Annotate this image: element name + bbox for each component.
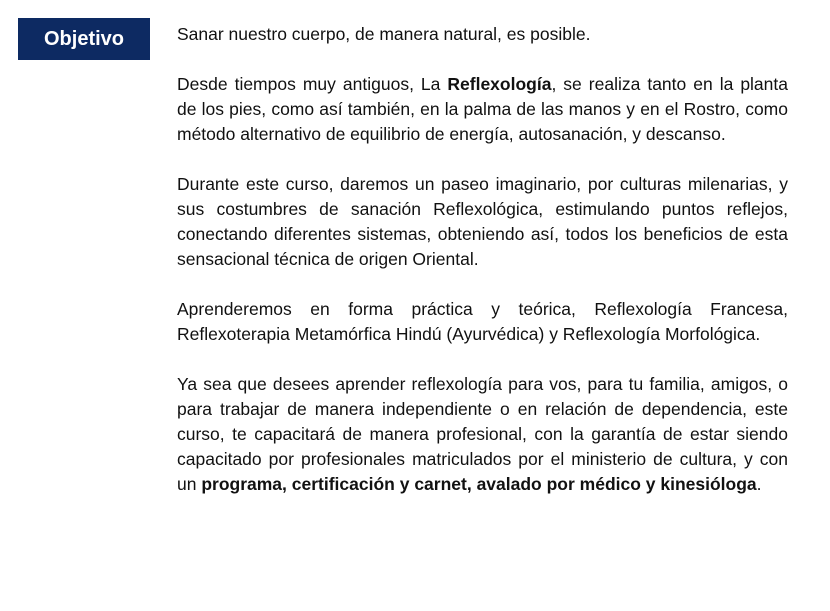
paragraph-course-journey: Durante este curso, daremos un paseo imaginario, por culturas milenarias, y sus costumbres de sanación Reflexológica, estimulando puntos reflejos, conectando diferentes sistemas, obteniendo así, todos los beneficios de esta sensacional técnica de origen Oriental. [177,174,788,269]
paragraph-reflexology-history: Desde tiempos muy antiguos, La Reflexología, se realiza tanto en la planta de los pies, como así también, en la palma de las manos y en el Rostro, como método alternativo de equilibrio de energía, autosanación, y descanso. [177,74,788,144]
paragraph-intro: Sanar nuestro cuerpo, de manera natural, es posible. [177,24,591,44]
objective-badge-label: Objetivo [43,27,124,50]
objective-text-block [177,22,788,522]
paragraph-techniques: Aprenderemos en forma práctica y teórica, Reflexología Francesa, Reflexoterapia Metamórfica Hindú (Ayurvédica) y Reflexología Morfológica. [177,299,788,344]
reflexology-term: Reflexología [447,74,552,94]
objective-badge [18,18,150,60]
certification-highlight: programa, certificación y carnet, avalado por médico y kinesióloga [201,474,757,494]
paragraph-professional-training: Ya sea que desees aprender reflexología para vos, para tu familia, amigos, o para trabajar de manera independiente o en relación de dependencia, este curso, te capacitará de manera profesional, con la garantía de estar siendo capacitado por profesionales matriculados por el ministerio de cultura, y con un programa, certificación y carnet, avalado por médico y kinesióloga. [177,374,788,494]
